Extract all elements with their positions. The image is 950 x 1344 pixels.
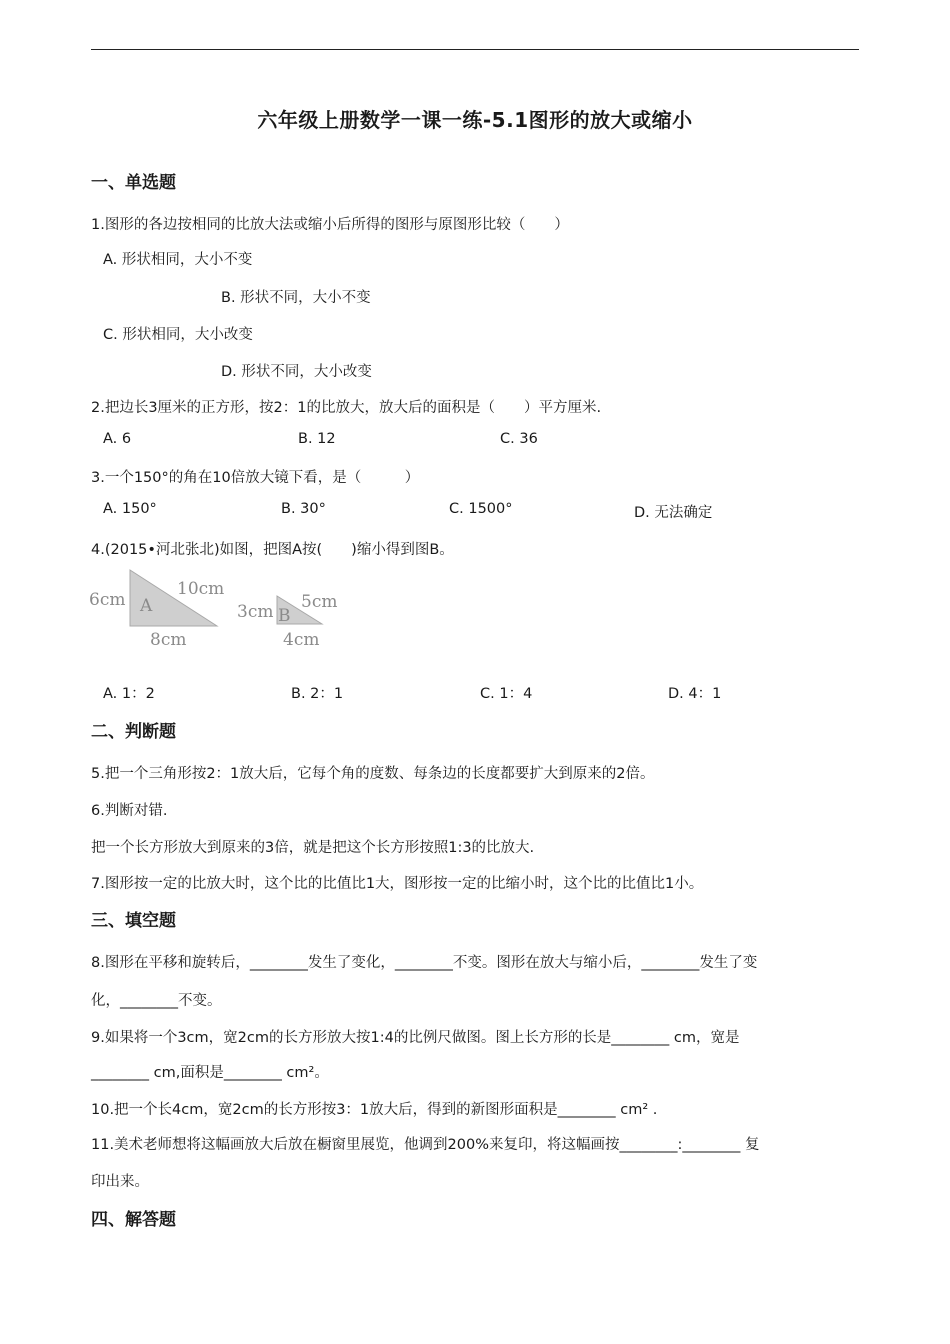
- question-5-stem: 5.把一个三角形按2：1放大后，它每个角的度数、每条边的长度都要扩大到原来的2倍。: [91, 766, 655, 782]
- question-4-option-c[interactable]: C. 1：4: [480, 686, 533, 702]
- section-heading-single-choice: 一、单选题: [91, 173, 176, 193]
- question-4-stem: 4.(2015•河北张北)如图，把图A按( )缩小得到图B。: [91, 542, 454, 558]
- question-9-line-1: 9.如果将一个3cm，宽2cm的长方形放大按1:4的比例尺做图。图上长方形的长是________ cm，宽是: [91, 1030, 740, 1046]
- question-4-option-d[interactable]: D. 4：1: [668, 686, 722, 702]
- question-3-option-a[interactable]: A. 150°: [103, 501, 157, 517]
- triangle-a-bottom-label: 8cm: [150, 630, 187, 650]
- question-4-option-b[interactable]: B. 2：1: [291, 686, 344, 702]
- question-3-option-d[interactable]: D. 无法确定: [634, 505, 713, 521]
- question-2-option-a[interactable]: A. 6: [103, 431, 132, 447]
- header-rule: [91, 49, 859, 50]
- triangle-a-hyp-label: 10cm: [177, 579, 225, 599]
- question-8-line-2: 化，________不变。: [91, 993, 222, 1009]
- question-11-line-1: 11.美术老师想将这幅画放大后放在橱窗里展览，他调到200%来复印，将这幅画按________:________ 复: [91, 1137, 760, 1153]
- question-8-line-1: 8.图形在平移和旋转后，________发生了变化，________不变。图形在放大与缩小后，________发生了变: [91, 955, 758, 971]
- question-2-option-c[interactable]: C. 36: [500, 431, 538, 447]
- triangle-b-left-label: 3cm: [237, 602, 274, 622]
- triangle-b-hyp-label: 5cm: [301, 592, 338, 612]
- section-heading-true-false: 二、判断题: [91, 722, 176, 742]
- triangle-a-left-label: 6cm: [89, 590, 126, 610]
- question-1-stem: 1.图形的各边按相同的比放大法或缩小后所得的图形与原图形比较（ ）: [91, 217, 569, 233]
- question-1-option-a[interactable]: A. 形状相同，大小不变: [103, 252, 253, 268]
- question-11-line-2: 印出来。: [91, 1174, 149, 1190]
- question-1-option-c[interactable]: C. 形状相同，大小改变: [103, 327, 253, 343]
- question-1-option-b[interactable]: B. 形状不同，大小不变: [221, 290, 371, 306]
- question-10-stem: 10.把一个长4cm，宽2cm的长方形按3：1放大后，得到的新图形面积是________ cm² .: [91, 1102, 658, 1118]
- triangle-a-label: A: [140, 596, 153, 616]
- question-9-line-2: ________ cm,面积是________ cm²。: [91, 1065, 329, 1081]
- question-3-stem: 3.一个150°的角在10倍放大镜下看，是（ ）: [91, 470, 420, 486]
- question-7-stem: 7.图形按一定的比放大时，这个比的比值比1大，图形按一定的比缩小时，这个比的比值比1小。: [91, 876, 704, 892]
- triangle-b-bottom-label: 4cm: [283, 630, 320, 650]
- question-1-option-d[interactable]: D. 形状不同，大小改变: [221, 364, 372, 380]
- question-3-option-c[interactable]: C. 1500°: [449, 501, 513, 517]
- section-heading-solve: 四、解答题: [91, 1210, 176, 1230]
- question-6-body: 把一个长方形放大到原来的3倍，就是把这个长方形按照1:3的比放大.: [91, 840, 535, 856]
- question-6-stem: 6.判断对错.: [91, 803, 168, 819]
- question-3-option-b[interactable]: B. 30°: [281, 501, 326, 517]
- triangle-b-label: B: [278, 606, 291, 626]
- question-4-figure: [86, 564, 346, 654]
- page-title: 六年级上册数学一课一练-5.1图形的放大或缩小: [257, 108, 693, 132]
- question-4-option-a[interactable]: A. 1：2: [103, 686, 155, 702]
- question-2-option-b[interactable]: B. 12: [298, 431, 336, 447]
- section-heading-fill-blank: 三、填空题: [91, 911, 176, 931]
- question-2-stem: 2.把边长3厘米的正方形，按2：1的比放大，放大后的面积是（ ）平方厘米.: [91, 400, 602, 416]
